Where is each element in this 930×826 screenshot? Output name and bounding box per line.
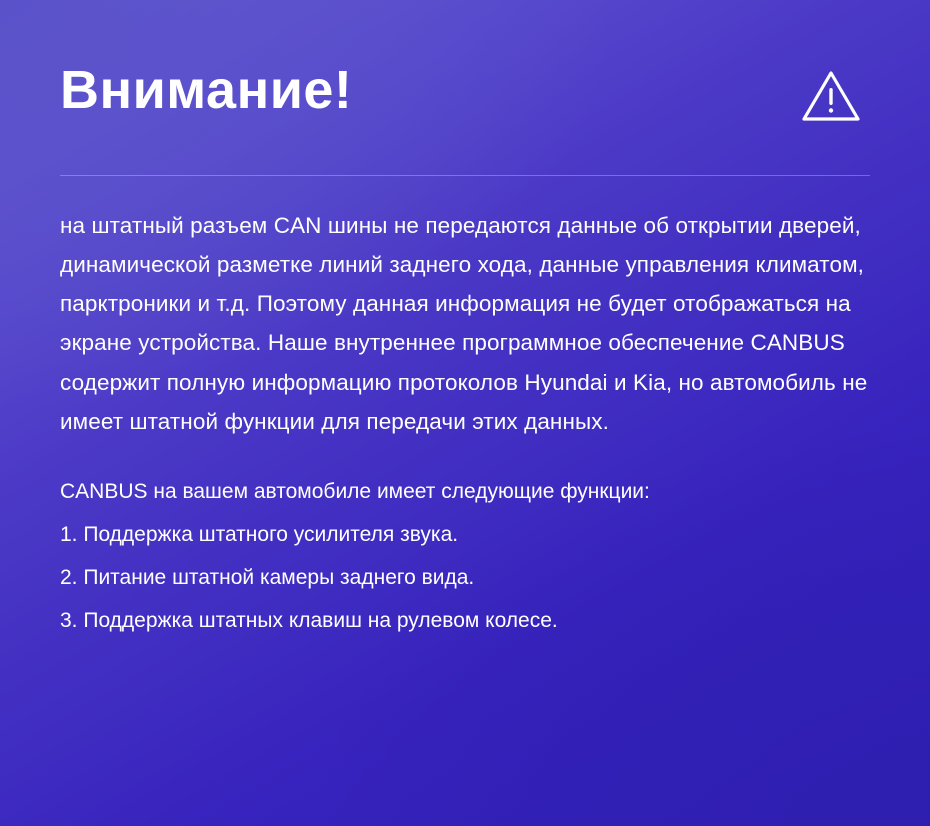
- list-item: 2. Питание штатной камеры заднего вида.: [60, 566, 475, 590]
- warning-triangle-icon: [800, 68, 862, 129]
- page-title: Внимание!: [60, 60, 353, 120]
- header-divider: [60, 175, 870, 176]
- poster-header: [60, 62, 870, 129]
- list-item: 1. Поддержка штатного усилителя звука.: [60, 523, 459, 547]
- features-intro: CANBUS на вашем автомобиле имеет следующие функции:: [60, 479, 650, 503]
- main-paragraph: на штатный разъем CAN шины не передаются данные об открытии дверей, динамической разметке линий заднего хода, данные управления климатом, парктроники и т.д. Поэтому данная информация не будет отображаться на экране устройства. Наше внутреннее программное обеспечение CANBUS содержит полную информацию протоколов Hyundai и Kia, но автомобиль не имеет штатной функции для передачи этих данных.: [60, 213, 868, 434]
- list-item: 3. Поддержка штатных клавиш на рулевом колесе.: [60, 608, 558, 632]
- features-block: [60, 475, 870, 637]
